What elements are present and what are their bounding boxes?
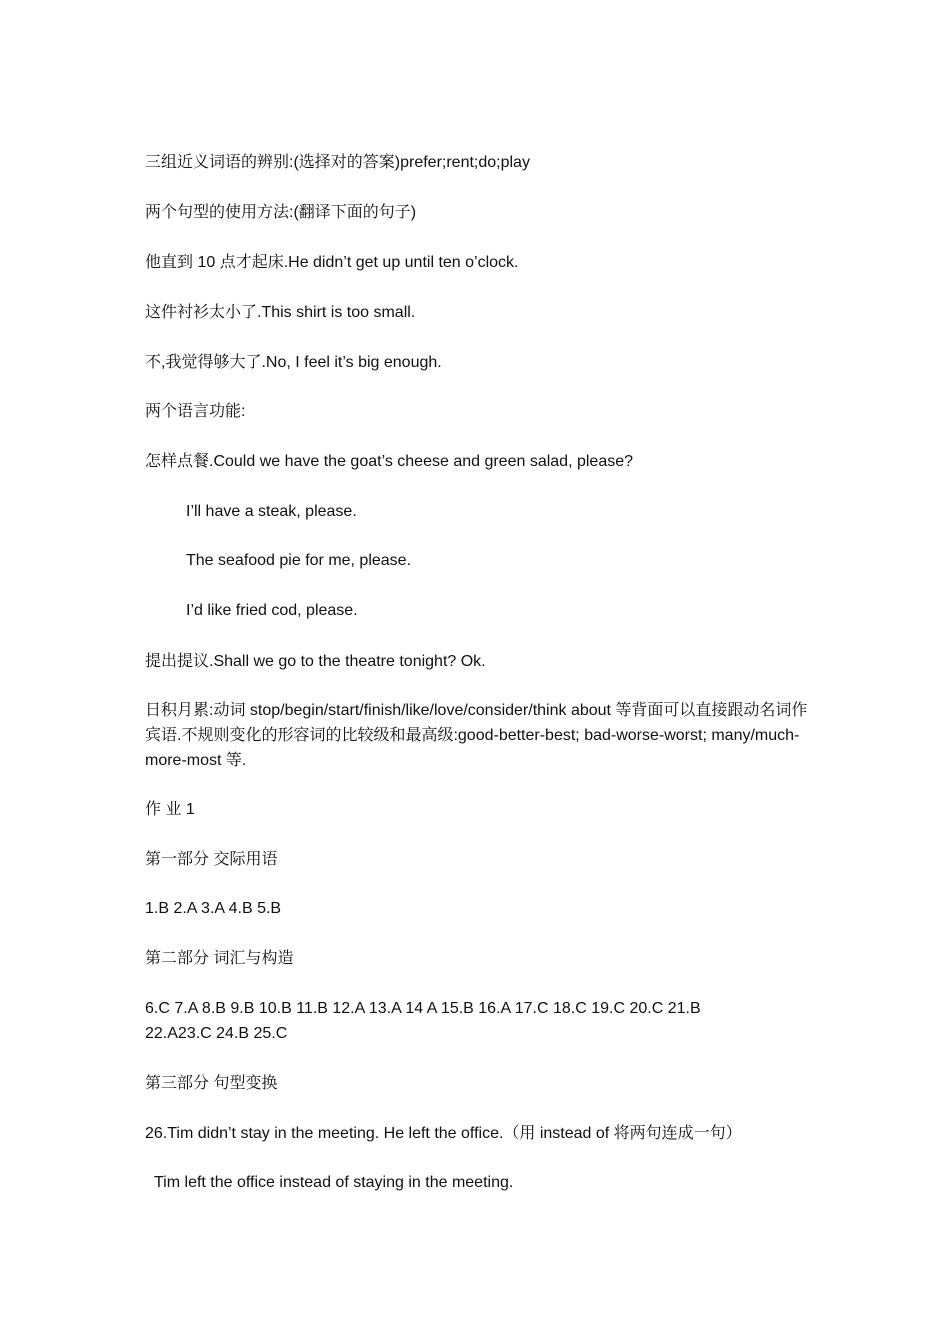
accumulation-paragraph: 日积月累:动词 stop/begin/start/finish/like/love/consider/think about 等背面可以直接跟动名词作宾语.不规则变化的形容词的比较级和最高级:good-better-best; bad-worse-worst; many/much-more-most 等.	[145, 702, 808, 769]
translation-line-2: 这件衬衫太小了.This shirt is too small.	[145, 304, 416, 321]
homework-heading: 作 业 1	[145, 801, 195, 818]
ordering-example-cod: I’d like fried cod, please.	[186, 602, 358, 619]
translation-line-3: 不,我觉得够大了.No, I feel it’s big enough.	[145, 354, 442, 371]
part-one-heading: 第一部分 交际用语	[145, 851, 278, 868]
synonym-heading: 三组近义词语的辨别:(选择对的答案)prefer;rent;do;play	[145, 154, 530, 171]
ordering-example: 怎样点餐.Could we have the goat’s cheese and green salad, please?	[145, 453, 634, 470]
suggestion-example: 提出提议.Shall we go to the theatre tonight? Ok.	[145, 653, 486, 670]
part-three-heading: 第三部分 句型变换	[145, 1075, 278, 1092]
sentence-pattern-heading: 两个句型的使用方法:(翻译下面的句子)	[145, 204, 417, 221]
part-one-answers: 1.B 2.A 3.A 4.B 5.B	[145, 900, 282, 917]
ordering-example-seafood: The seafood pie for me, please.	[186, 552, 412, 569]
question-26: 26.Tim didn’t stay in the meeting. He left the office.（用 instead of 将两句连成一句）	[145, 1125, 742, 1142]
part-two-heading: 第二部分 词汇与构造	[145, 950, 294, 967]
language-function-heading: 两个语言功能:	[145, 403, 246, 420]
part-two-answers: 6.C 7.A 8.B 9.B 10.B 11.B 12.A 13.A 14 A 15.B 16.A 17.C 18.C 19.C 20.C 21.B 22.A23.C 24.B 25.C	[145, 1000, 701, 1042]
translation-line-1: 他直到 10 点才起床.He didn’t get up until ten o’clock.	[145, 254, 519, 271]
ordering-example-steak: I’ll have a steak, please.	[186, 503, 357, 520]
question-26-answer: Tim left the office instead of staying in the meeting.	[154, 1174, 514, 1191]
